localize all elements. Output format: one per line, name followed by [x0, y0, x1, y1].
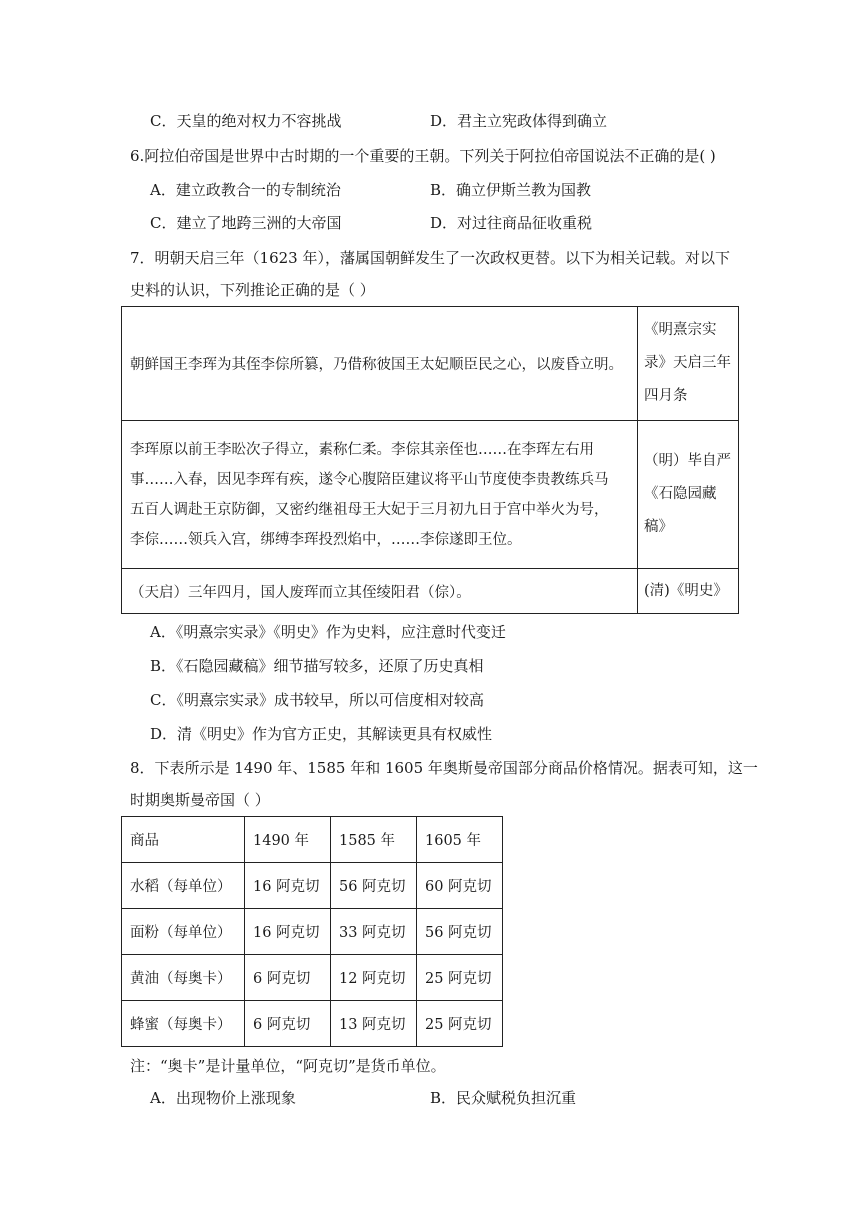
- q7-option-d[interactable]: D．清《明史》作为官方正史，其解读更具有权威性: [150, 725, 493, 743]
- source-citation-cell: [638, 569, 739, 614]
- table-cell: 16 阿克切: [245, 863, 331, 909]
- source-text-cell: [122, 569, 638, 614]
- table-cell: 12 阿克切: [331, 955, 417, 1001]
- q7-source-table: [121, 306, 739, 614]
- q5-option-d[interactable]: D．君主立宪政体得到确立: [430, 112, 608, 130]
- table-cell: 13 阿克切: [331, 1001, 417, 1047]
- q5-options-cd: [150, 111, 790, 131]
- q8-stem-line2: 时期奥斯曼帝国（ ）: [130, 791, 270, 809]
- source-text-line: 五百人调赴王京防御，又密约继祖母王大妃于三月初九日于宫中举火为号，: [130, 501, 609, 518]
- table-cell: 56 阿克切: [417, 909, 503, 955]
- q6-option-d[interactable]: D．对过往商品征收重税: [430, 214, 593, 232]
- q8-stem-line1: 8．下表所示是 1490 年、1585 年和 1605 年奥斯曼帝国部分商品价格情况。据表可知，这一: [130, 759, 758, 777]
- header-cell: 商品: [122, 817, 245, 863]
- table-header-row: [122, 817, 503, 863]
- citation-line: 录》天启三年: [644, 355, 731, 371]
- q8-note: 注：“奥卡”是计量单位，“阿克切”是货币单位。: [130, 1057, 446, 1075]
- q7-option-c[interactable]: C．《明熹宗实录》成书较早，所以可信度相对较高: [150, 691, 484, 709]
- source-citation-cell: [638, 307, 739, 421]
- table-row: [122, 909, 503, 955]
- citation-line: 《明熹宗实: [644, 322, 717, 338]
- q7-option-a[interactable]: A．《明熹宗实录》《明史》作为史料，应注意时代变迁: [150, 623, 506, 641]
- q5-option-c[interactable]: C．天皇的绝对权力不容挑战: [150, 112, 342, 130]
- q7-option-b[interactable]: B．《石隐园藏稿》细节描写较多，还原了历史真相: [150, 657, 484, 675]
- q8-option-b[interactable]: B．民众赋税负担沉重: [430, 1089, 577, 1107]
- table-cell: 面粉（每单位）: [122, 909, 245, 955]
- table-cell: 25 阿克切: [417, 1001, 503, 1047]
- citation-line: (清)《明史》: [644, 582, 728, 599]
- table-cell: 25 阿克切: [417, 955, 503, 1001]
- table-row: [122, 863, 503, 909]
- source-text-line: 事……入春，因见李珲有疾，遂令心腹陪臣建议将平山节度使李贵教练兵马: [130, 471, 609, 488]
- q8-price-table: [121, 816, 503, 1047]
- table-cell: 16 阿克切: [245, 909, 331, 955]
- source-text-cell: [122, 421, 638, 569]
- table-cell: 6 阿克切: [245, 955, 331, 1001]
- source-text: （天启）三年四月，国人废珲而立其侄绫阳君（倧）。: [130, 584, 471, 601]
- citation-line: 稿》: [644, 519, 673, 535]
- citation-line: 四月条: [644, 388, 688, 404]
- source-text: 朝鲜国王李珲为其侄李倧所篡，乃借称彼国王太妃顺臣民之心，以废昏立明。: [130, 357, 623, 373]
- table-row: [122, 307, 739, 421]
- q7-stem-line1: 7．明朝天启三年（1623 年），藩属国朝鲜发生了一次政权更替。以下为相关记载。对以下: [130, 249, 730, 267]
- q6-stem: 6.阿拉伯帝国是世界中古时期的一个重要的王朝。下列关于阿拉伯帝国说法不正确的是( ): [130, 147, 716, 165]
- header-cell: 1585 年: [331, 817, 417, 863]
- table-cell: 56 阿克切: [331, 863, 417, 909]
- q7-stem-line2: 史料的认识，下列推论正确的是（ ）: [130, 281, 375, 299]
- q6-option-b[interactable]: B．确立伊斯兰教为国教: [430, 181, 592, 199]
- citation-line: 《石隐园藏: [644, 486, 717, 502]
- q8-option-a[interactable]: A．出现物价上涨现象: [150, 1089, 296, 1107]
- citation-line: （明）毕自严: [644, 453, 731, 469]
- q6-option-c[interactable]: C．建立了地跨三洲的大帝国: [150, 214, 342, 232]
- table-cell: 60 阿克切: [417, 863, 503, 909]
- header-cell: 1490 年: [245, 817, 331, 863]
- q6-options-ab: [150, 180, 790, 200]
- source-text-cell: [122, 307, 638, 421]
- source-citation-cell: [638, 421, 739, 569]
- header-cell: 1605 年: [417, 817, 503, 863]
- table-cell: 6 阿克切: [245, 1001, 331, 1047]
- table-cell: 蜂蜜（每奥卡）: [122, 1001, 245, 1047]
- table-row: [122, 569, 739, 614]
- table-row: [122, 955, 503, 1001]
- source-text-line: 李倧……领兵入宫，绑缚李珲投烈焰中，……李倧遂即王位。: [130, 531, 522, 548]
- table-cell: 黄油（每奥卡）: [122, 955, 245, 1001]
- q6-option-a[interactable]: A．建立政教合一的专制统治: [150, 181, 341, 199]
- table-cell: 33 阿克切: [331, 909, 417, 955]
- table-cell: 水稻（每单位）: [122, 863, 245, 909]
- table-row: [122, 421, 739, 569]
- source-text-line: 李珲原以前王李昖次子得立，素称仁柔。李倧其亲侄也……在李珲左右用: [130, 441, 594, 458]
- q6-options-cd: [150, 213, 790, 233]
- table-row: [122, 1001, 503, 1047]
- q8-options-ab: [150, 1088, 790, 1108]
